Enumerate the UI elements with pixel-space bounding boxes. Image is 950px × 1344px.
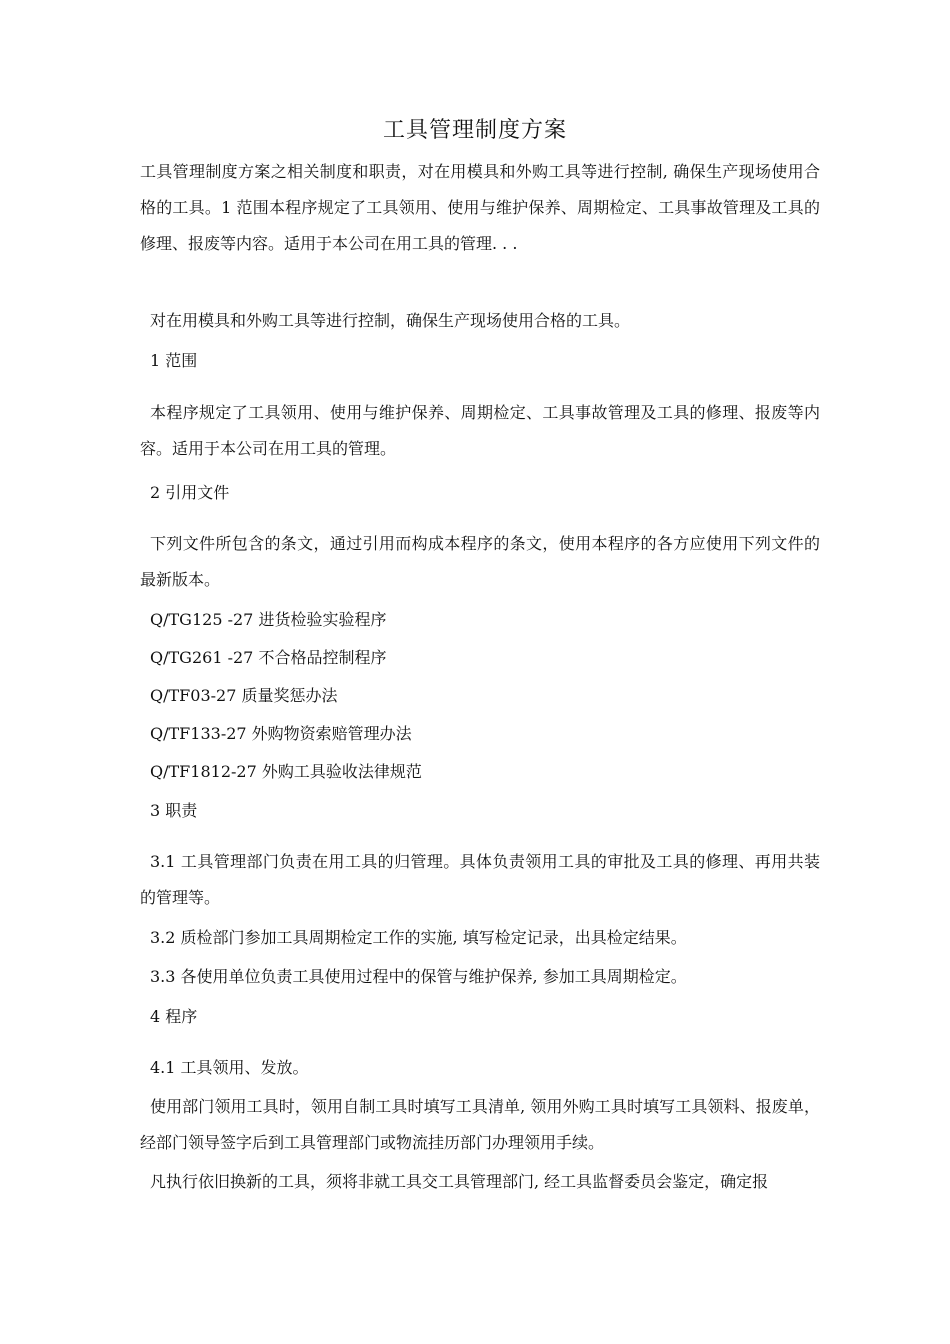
reference-item: Q/TF133-27 外购物资索赔管理办法 bbox=[150, 724, 412, 743]
reference-item: Q/TF03-27 质量奖惩办法 bbox=[150, 686, 338, 705]
section-1-heading: 1 范围 bbox=[150, 351, 198, 370]
section-4-1-heading: 4.1 工具领用、发放。 bbox=[150, 1058, 309, 1077]
section-2-text: 下列文件所包含的条文，通过引用而构成本程序的条文，使用本程序的各方应使用下列文件的最新版本。 bbox=[140, 534, 820, 589]
section-3-1-text: 3.1 工具管理部门负责在用工具的归管理。具体负责领用工具的审批及工具的修理、再用共装的管理等。 bbox=[140, 852, 820, 907]
section-4-1-paragraph-1: 使用部门领用工具时，领用自制工具时填写工具清单, 领用外购工具时填写工具领料、报废单，经部门领导签字后到工具管理部门或物流挂历部门办理领用手续。 bbox=[140, 1097, 820, 1152]
reference-item: Q/TG261 -27 不合格品控制程序 bbox=[150, 648, 387, 667]
page-title: 工具管理制度方案 bbox=[382, 118, 567, 143]
section-3-2-text: 3.2 质检部门参加工具周期检定工作的实施, 填写检定记录，出具检定结果。 bbox=[150, 928, 687, 947]
section-3-3-text: 3.3 各使用单位负责工具使用过程中的保管与维护保养, 参加工具周期检定。 bbox=[150, 967, 687, 986]
section-4-1-paragraph-2: 凡执行依旧换新的工具，须将非就工具交工具管理部门, 经工具监督委员会鉴定，确定报 bbox=[150, 1172, 769, 1191]
section-2-heading: 2 引用文件 bbox=[150, 483, 230, 502]
section-1-text: 本程序规定了工具领用、使用与维护保养、周期检定、工具事故管理及工具的修理、报废等内容。适用于本公司在用工具的管理。 bbox=[140, 403, 820, 458]
section-4-heading: 4 程序 bbox=[150, 1007, 198, 1026]
reference-item: Q/TF1812-27 外购工具验收法律规范 bbox=[150, 762, 422, 781]
section-3-heading: 3 职责 bbox=[150, 801, 198, 820]
purpose-paragraph: 对在用模具和外购工具等进行控制，确保生产现场使用合格的工具。 bbox=[150, 311, 631, 330]
reference-item: Q/TG125 -27 进货检验实验程序 bbox=[150, 610, 387, 629]
summary-paragraph: 工具管理制度方案之相关制度和职责，对在用模具和外购工具等进行控制, 确保生产现场使用合格的工具。1 范围本程序规定了工具领用、使用与维护保养、周期检定、工具事故管理及工具的修理、报废等内容。适用于本公司在用工具的管理. . . bbox=[140, 162, 820, 253]
